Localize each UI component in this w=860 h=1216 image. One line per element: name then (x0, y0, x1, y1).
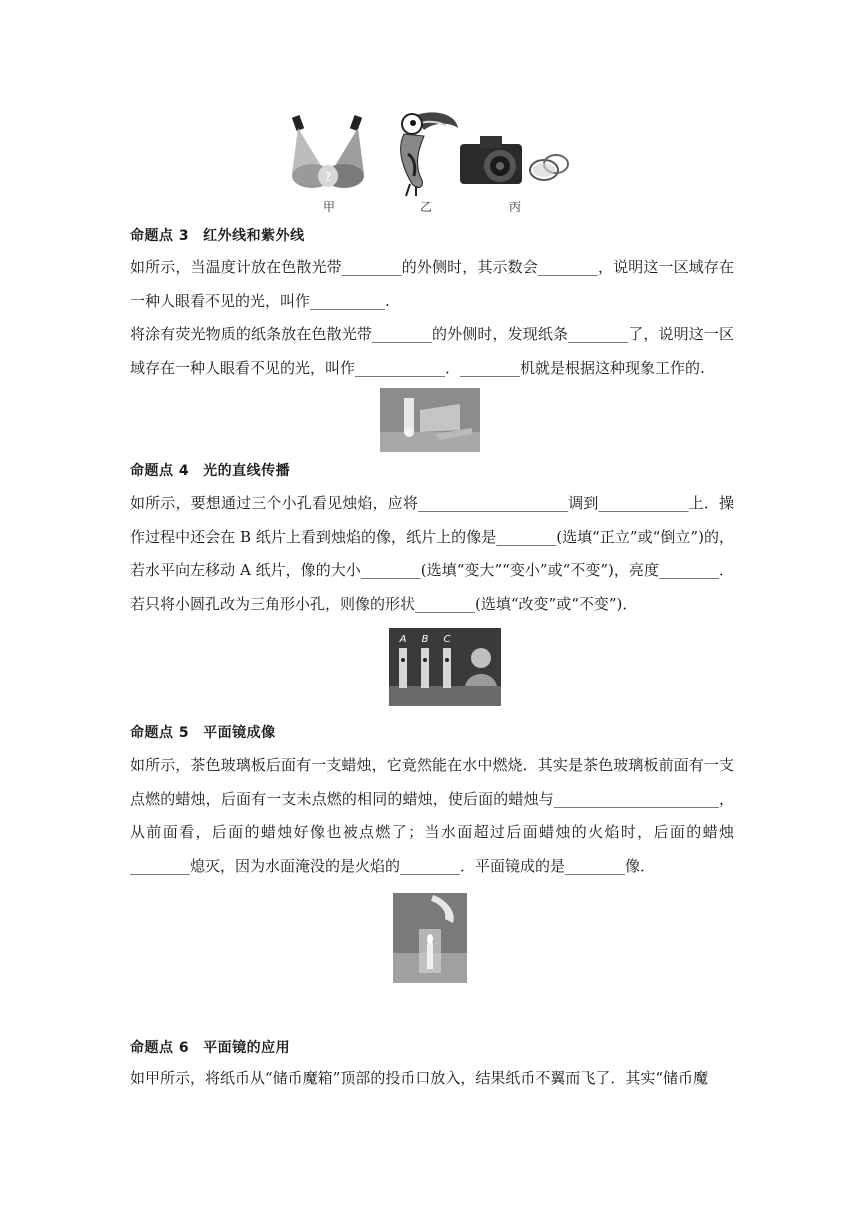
section-number: 命题点 5 (130, 725, 190, 741)
figure-camera (460, 134, 572, 196)
figure-candle-in-water (393, 893, 467, 983)
section5-paragraph: 如所示，茶色玻璃板后面有一支蜡烛，它竟然能在水中燃烧．其实是茶色玻璃板前面有一支点燃的蜡烛，后面有一支未点燃的相同的蜡烛，使后面的蜡烛与______________________，从前面看，后面的蜡烛好像也被点燃了；当水面超过后面蜡烛的火焰时，后面的蜡烛________熄灭，因为水面淹没的是火焰的________．平面镜成的是________像． (130, 756, 734, 875)
section-heading-6 (130, 1037, 290, 1057)
section-heading-5 (130, 722, 276, 742)
stage-spotlights-icon (290, 112, 366, 196)
thermometer-prism-photo-icon (380, 388, 480, 452)
section-title: 光的直线传播 (203, 463, 291, 479)
pinhole-candle-experiment-icon (389, 628, 501, 706)
svg-text:?: ? (324, 170, 332, 184)
section6-paragraph: 如甲所示，将纸币从“储币魔箱”顶部的投币口放入，结果纸币不翼而飞了．其实“储币魔 (130, 1069, 709, 1087)
section-number: 命题点 3 (130, 228, 190, 244)
figure-caption-b: 乙 (420, 200, 433, 214)
figure-label-b: B (421, 634, 429, 645)
figure-thermometer-prism (380, 388, 480, 452)
figure-label-c: C (443, 634, 451, 645)
figure-pinhole-experiment (389, 628, 501, 706)
figure-caption-c: 丙 (509, 200, 522, 214)
section-heading-4 (130, 460, 290, 480)
candle-in-water-photo-icon (393, 893, 467, 983)
section3-paragraph-1: 如所示，当温度计放在色散光带________的外侧时，其示数会________，说明这一区域存在一种人眼看不见的光，叫作__________. (130, 258, 734, 310)
section-heading-3 (130, 225, 305, 245)
section-title: 红外线和紫外线 (203, 228, 305, 244)
section-number: 命题点 4 (130, 463, 190, 479)
section-title: 平面镜的应用 (203, 1040, 291, 1056)
figure-toucan (394, 106, 460, 198)
section-number: 命题点 6 (130, 1040, 190, 1056)
section3-paragraph-2: 将涂有荧光物质的纸条放在色散光带________的外侧时，发现纸条________了，说明这一区域存在一种人眼看不见的光，叫作____________．________机就是根据这种现象工作的. (130, 325, 734, 377)
section-title: 平面镜成像 (203, 725, 276, 741)
figure-label-a: A (399, 634, 407, 645)
section4-paragraph: 如所示，要想通过三个小孔看见烛焰，应将____________________调到____________上．操作过程中还会在 B 纸片上看到烛焰的像，纸片上的像是________(选填“正立”或“倒立”)的，若水平向左移动 A 纸片，像的大小________(选填“变大”“变小”或“不变”)，亮度________．若只将小圆孔改为三角形小孔，则像的形状________(选填“改变”或“不变”)． (130, 494, 734, 613)
figure-caption-a: 甲 (323, 200, 336, 214)
figure-spotlights (290, 112, 366, 196)
camera-with-filters-icon (460, 134, 572, 196)
toucan-bird-icon (394, 106, 460, 198)
